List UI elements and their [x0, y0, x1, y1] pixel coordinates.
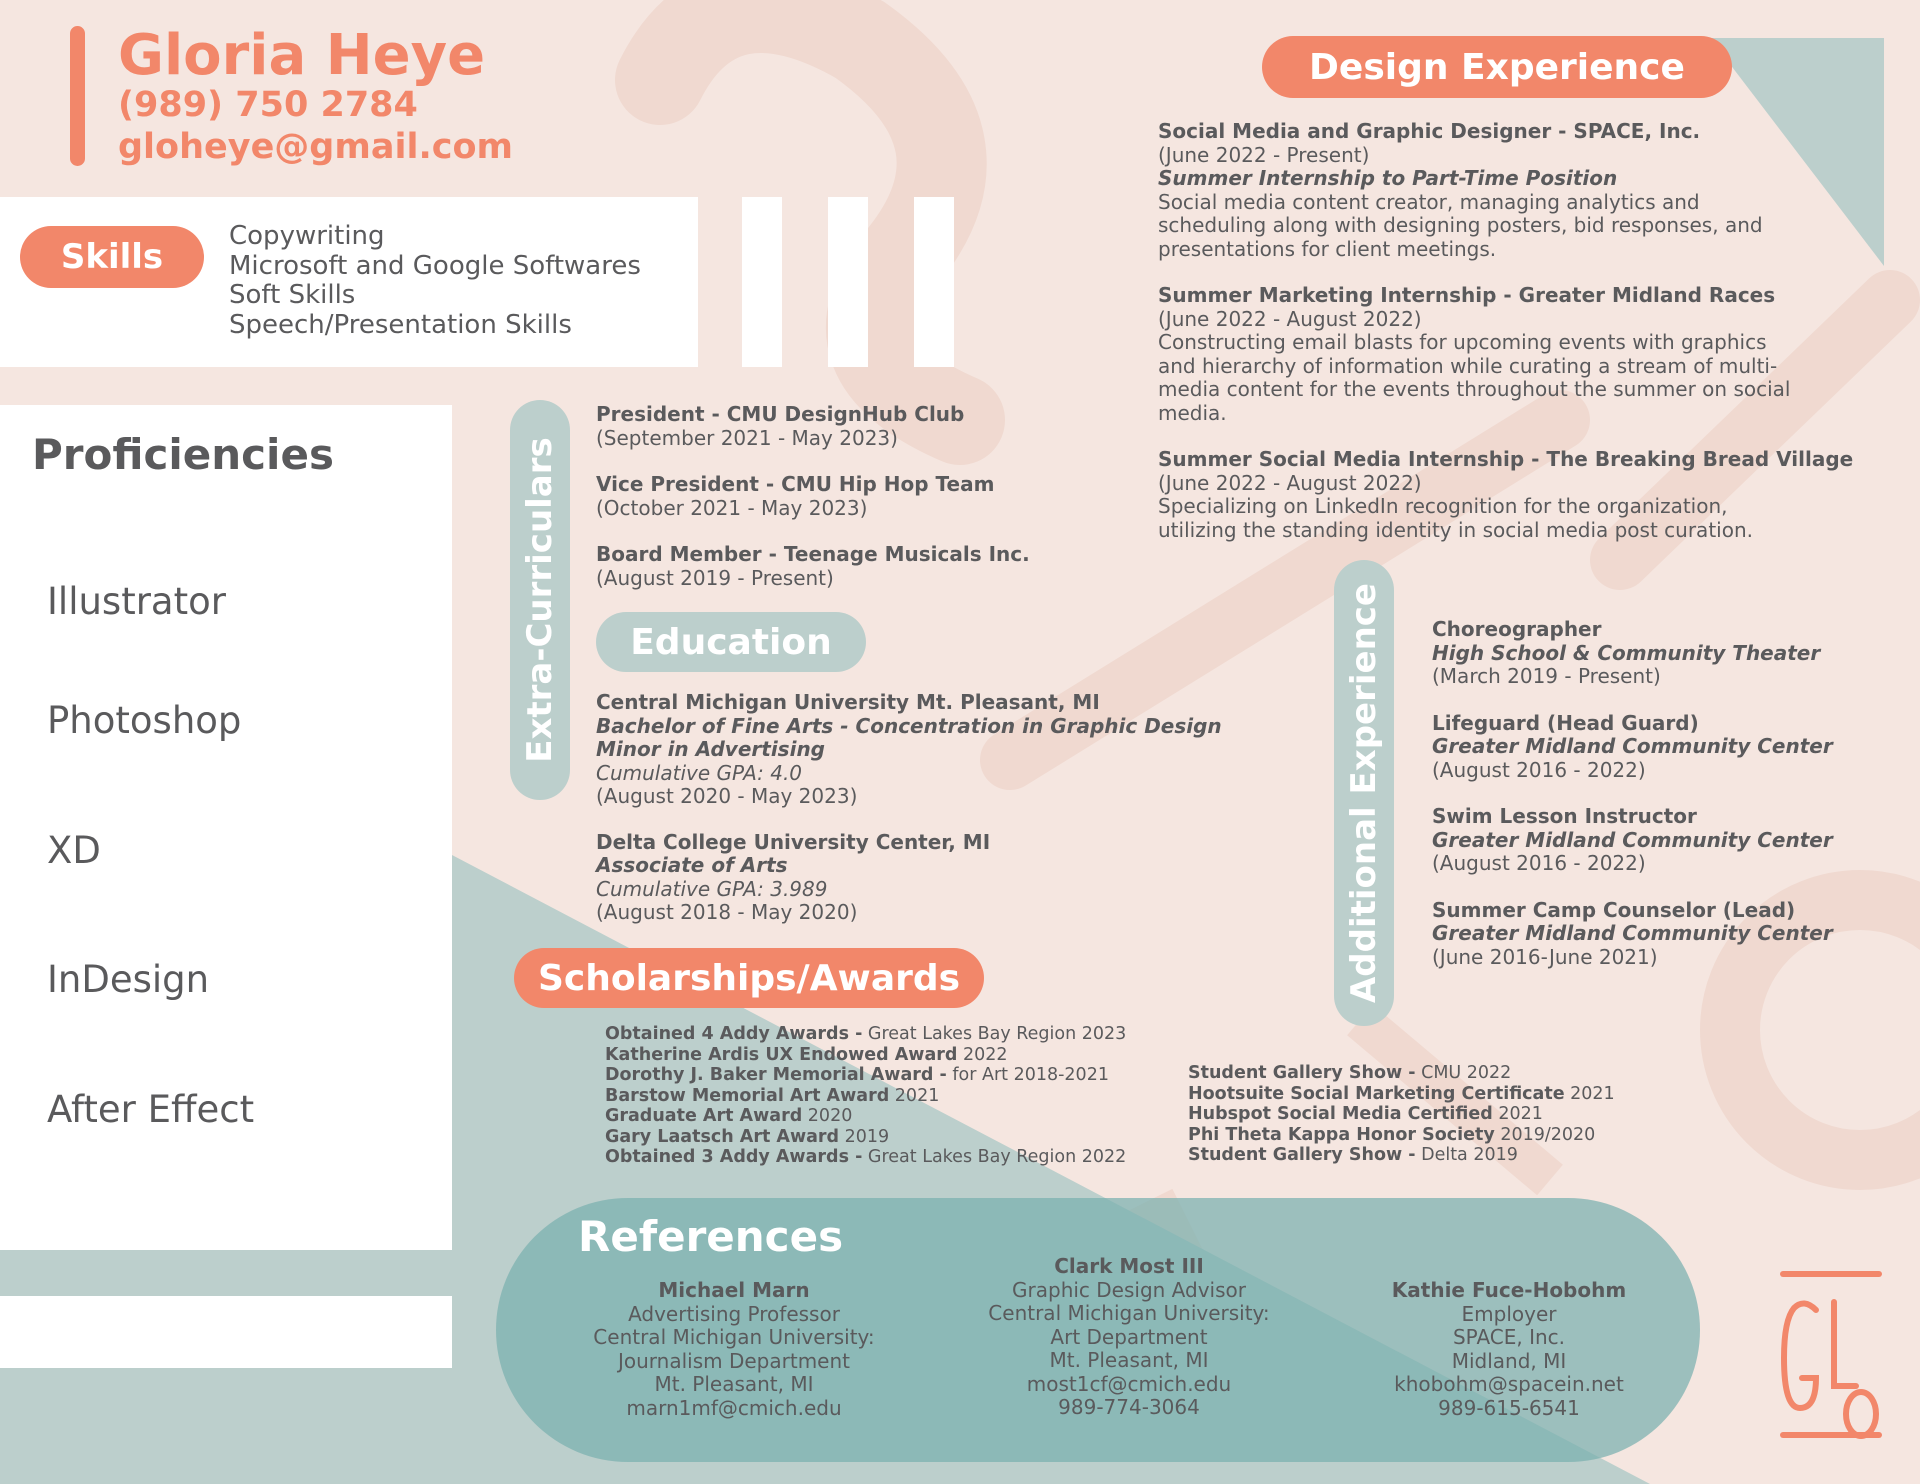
ec-role: President - CMU DesignHub Club — [596, 402, 965, 426]
name-heading: Gloria Heye — [118, 23, 486, 88]
ref-line: SPACE, Inc. — [1452, 1325, 1566, 1349]
additional-experience-list — [1432, 618, 1833, 969]
stripe-2 — [828, 197, 868, 367]
phone: (989) 750 2784 — [118, 85, 418, 125]
award-item: Student Gallery Show - CMU 2022 — [1188, 1063, 1512, 1083]
de-dates: (June 2022 - August 2022) — [1158, 470, 1422, 495]
edu-school: Central Michigan University Mt. Pleasant, MI — [596, 690, 1100, 714]
additional-experience-title: Additional Experience — [1344, 583, 1384, 1004]
design-experience-list — [1158, 120, 1853, 542]
skill-item: Soft Skills — [229, 280, 356, 310]
header-accent-bar — [70, 26, 85, 166]
de-title: Social Media and Graphic Designer - SPACE, Inc. — [1158, 119, 1701, 143]
glo-logo — [1776, 1268, 1886, 1442]
proficiencies-title: Proficiencies — [32, 430, 334, 479]
skill-item: Microsoft and Google Softwares — [229, 250, 641, 281]
reference-card — [949, 1255, 1309, 1420]
extracurriculars-title: Extra-Curriculars — [520, 437, 560, 763]
de-desc: Social media content creator, managing analytics and — [1158, 189, 1700, 214]
edu-dates: (August 2018 - May 2020) — [596, 900, 858, 924]
de-desc: media content for the events throughout the summer on social — [1158, 377, 1791, 401]
ref-line: khobohm@spacein.net — [1394, 1372, 1624, 1396]
proficiency-item: XD — [47, 829, 101, 872]
proficiency-item: After Effect — [47, 1088, 255, 1131]
ae-dates: (June 2016-June 2021) — [1432, 944, 1658, 969]
de-note: Summer Internship to Part-Time Position — [1158, 166, 1618, 190]
ref-line: Mt. Pleasant, MI — [654, 1372, 814, 1396]
award-item: Dorothy J. Baker Memorial Award - for Art 2018-2021 — [605, 1065, 1109, 1085]
education-list — [596, 691, 1222, 925]
ec-role: Board Member - Teenage Musicals Inc. — [596, 542, 1030, 566]
award-item: Hootsuite Social Marketing Certificate 2021 — [1188, 1083, 1615, 1104]
ref-line: most1cf@cmich.edu — [1026, 1371, 1232, 1396]
ref-line: Mt. Pleasant, MI — [1049, 1348, 1209, 1372]
de-desc: and hierarchy of information while curating a stream of multi- — [1158, 353, 1778, 378]
ae-role: Choreographer — [1432, 617, 1602, 641]
ae-role: Summer Camp Counselor (Lead) — [1432, 897, 1796, 922]
edu-degree: Bachelor of Fine Arts - Concentration in Graphic Design — [596, 713, 1222, 738]
references-title: References — [578, 1212, 844, 1261]
reference-card — [554, 1279, 914, 1420]
ae-dates: (August 2016 - 2022) — [1432, 851, 1646, 875]
ref-line: marn1mf@cmich.edu — [626, 1395, 842, 1420]
de-dates: (June 2022 - Present) — [1158, 142, 1370, 167]
ec-dates: (October 2021 - May 2023) — [596, 495, 868, 520]
award-item: Student Gallery Show - Delta 2019 — [1188, 1145, 1518, 1165]
award-item: Barstow Memorial Art Award 2021 — [605, 1085, 940, 1106]
award-item: Gary Laatsch Art Award 2019 — [605, 1126, 890, 1147]
de-desc: utilizing the standing identity in social media post curation. — [1158, 517, 1753, 542]
awards-list-left — [605, 1024, 1126, 1168]
proficiency-item: Illustrator — [47, 580, 226, 623]
award-item: Obtained 4 Addy Awards - Great Lakes Bay Region 2023 — [605, 1024, 1127, 1044]
edu-minor: Minor in Advertising — [596, 737, 825, 761]
skill-item: Copywriting — [229, 221, 385, 251]
ref-line: Journalism Department — [617, 1348, 850, 1373]
skills-list — [229, 222, 641, 340]
ae-org: High School & Community Theater — [1432, 640, 1821, 665]
skill-item: Speech/Presentation Skills — [229, 309, 572, 340]
bottom-white-bar — [0, 1296, 452, 1368]
ae-org: Greater Midland Community Center — [1432, 827, 1833, 852]
proficiency-item: InDesign — [47, 958, 210, 1001]
ref-name: Clark Most III — [1054, 1254, 1204, 1278]
ref-line: Central Michigan University: — [988, 1301, 1270, 1325]
awards-list-right — [1188, 1063, 1615, 1166]
ref-line: Midland, MI — [1451, 1348, 1567, 1373]
ec-role: Vice President - CMU Hip Hop Team — [596, 472, 995, 496]
award-item: Phi Theta Kappa Honor Society 2019/2020 — [1188, 1124, 1596, 1145]
ref-line: Advertising Professor — [628, 1301, 840, 1326]
edu-gpa: Cumulative GPA: 4.0 — [596, 760, 803, 785]
ref-line: 989-615-6541 — [1438, 1395, 1580, 1420]
edu-school: Delta College University Center, MI — [596, 829, 991, 854]
ec-dates: (August 2019 - Present) — [596, 565, 834, 590]
awards-title: Scholarships/Awards — [514, 948, 984, 1008]
ref-name: Kathie Fuce-Hobohm — [1391, 1278, 1627, 1302]
ref-line: Graphic Design Advisor — [1012, 1277, 1246, 1302]
award-item: Graduate Art Award 2020 — [605, 1106, 853, 1126]
extracurriculars-list — [596, 403, 1030, 590]
email: gloheye@gmail.com — [118, 127, 513, 167]
de-dates: (June 2022 - August 2022) — [1158, 306, 1422, 331]
ref-name: Michael Marn — [658, 1278, 810, 1302]
award-item: Hubspot Social Media Certified 2021 — [1188, 1104, 1543, 1124]
ref-line: Art Department — [1050, 1324, 1208, 1349]
ae-role: Lifeguard (Head Guard) — [1432, 710, 1699, 735]
de-title: Summer Marketing Internship - Greater Midland Races — [1158, 283, 1776, 307]
award-item: Katherine Ardis UX Endowed Award 2022 — [605, 1044, 1008, 1065]
de-desc: scheduling along with designing posters, bid responses, and — [1158, 213, 1763, 237]
ref-line: Employer — [1461, 1301, 1557, 1326]
ae-org: Greater Midland Community Center — [1432, 734, 1833, 758]
edu-dates: (August 2020 - May 2023) — [596, 784, 858, 808]
de-desc: Constructing email blasts for upcoming events with graphics — [1158, 330, 1767, 354]
de-title: Summer Social Media Internship - The Breaking Bread Village — [1158, 447, 1854, 471]
de-desc: media. — [1158, 400, 1227, 425]
proficiency-item: Photoshop — [47, 699, 242, 742]
ae-dates: (March 2019 - Present) — [1432, 664, 1661, 688]
education-title: Education — [596, 612, 866, 672]
ae-org: Greater Midland Community Center — [1432, 921, 1833, 945]
design-experience-title: Design Experience — [1262, 36, 1732, 98]
ae-role: Swim Lesson Instructor — [1432, 804, 1697, 828]
edu-gpa: Cumulative GPA: 3.989 — [596, 876, 828, 901]
ref-line: 989-774-3064 — [1058, 1395, 1200, 1419]
ec-dates: (September 2021 - May 2023) — [596, 425, 898, 450]
skills-title: Skills — [20, 226, 204, 288]
stripe-3 — [914, 197, 954, 367]
stripe-1 — [742, 197, 782, 367]
de-desc: Specializing on LinkedIn recognition for the organization, — [1158, 494, 1728, 518]
ref-line: Central Michigan University: — [593, 1325, 875, 1349]
ae-dates: (August 2016 - 2022) — [1432, 757, 1646, 782]
de-desc: presentations for client meetings. — [1158, 236, 1497, 261]
award-item: Obtained 3 Addy Awards - Great Lakes Bay Region 2022 — [605, 1147, 1127, 1167]
edu-degree: Associate of Arts — [596, 853, 788, 877]
reference-card — [1329, 1279, 1689, 1420]
